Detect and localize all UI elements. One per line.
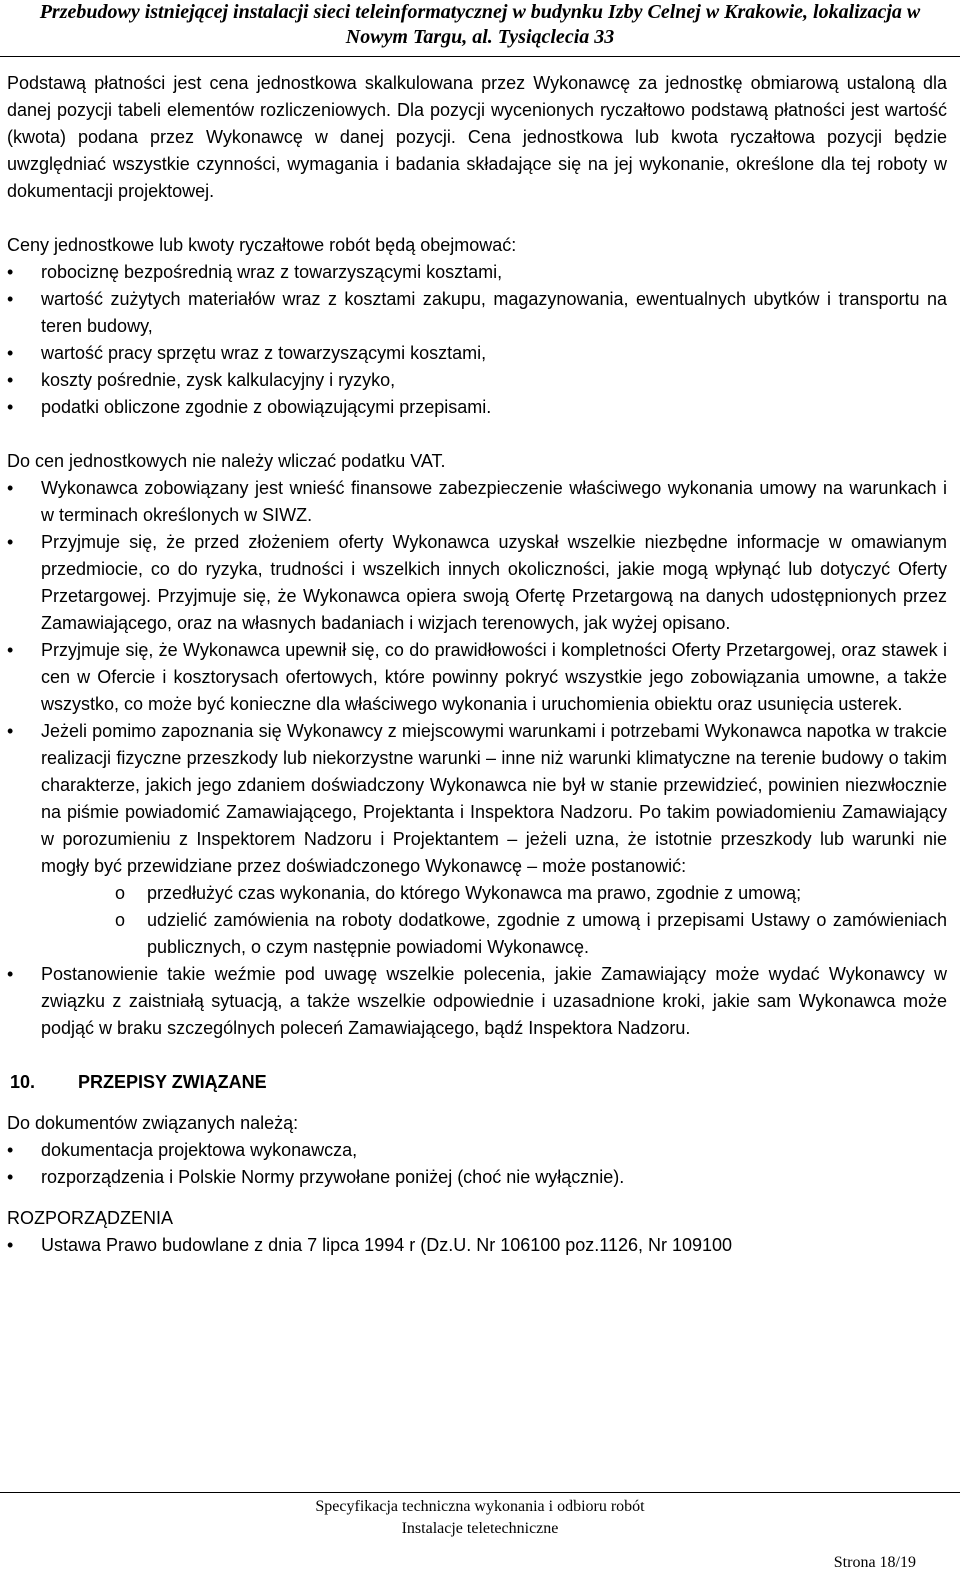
condition-obstacles — [7, 718, 947, 880]
list-item: • robociznę bezpośrednią wraz z towarzyszącymi kosztami, — [7, 259, 947, 286]
condition-security-deposit: • Wykonawca zobowiązany jest wnieść finansowe zabezpieczenie właściwego wykonania umowy na warunkach i w terminach określonych w SIWZ. — [7, 475, 947, 529]
condition-obstacles-text: Jeżeli pomimo zapoznania się Wykonawcy z miejscowymi warunkami i potrzebami Wykonawca napotka w trakcie realizacji fizyczne przeszkody lub niekorzystne warunki – inne niż warunki klimatyczne na terenie budowy o takim charakterze, jakich jego zdaniem doświadczony Wykonawca nie był w stanie przewidzieć, powinien niezwłocznie na piśmie powiadomić Zamawiającego, Projektanta i Inspektora Nadzoru. Po takim powiadomieniu Zamawiający w porozumieniu z Inspektorem Nadzoru i Projektantem – jeżeli uzna, że istotnie przeszkody lub warunki nie mogły być przewidziane przez doświadczonego Wykonawcę – może postanowić: — [41, 721, 947, 876]
unit-price-components-list — [7, 259, 947, 421]
related-docs-list — [7, 1137, 947, 1191]
regulations-heading: ROZPORZĄDZENIA — [7, 1208, 174, 1228]
related-docs-intro: Do dokumentów związanych należą: — [7, 1113, 299, 1133]
document-body — [7, 70, 947, 1259]
list-item: • rozporządzenia i Polskie Normy przywołane poniżej (choć nie wyłącznie). — [7, 1164, 947, 1191]
list-item: • podatki obliczone zgodnie z obowiązującymi przepisami. — [7, 394, 947, 421]
page-header — [0, 0, 960, 50]
footer-subtitle: Instalacje teletechniczne — [401, 1520, 559, 1537]
unit-price-intro: Ceny jednostkowe lub kwoty ryczałtowe robót będą obejmować: — [7, 235, 517, 255]
section-title: PRZEPISY ZWIĄZANE — [78, 1072, 267, 1092]
condition-decision: • Postanowienie takie weźmie pod uwagę wszelkie polecenia, jakie Zamawiający może wydać Wykonawcy w związku z zaistniałą sytuacją, a także wszelkie odpowiednie i uzasadnione kroki, jakie sam Wykonawca może podjąć w braku szczególnych poleceń Zamawiającego, bądź Inspektora Nadzoru. — [7, 961, 947, 1042]
list-item: • Ustawa Prawo budowlane z dnia 7 lipca 1994 r (Dz.U. Nr 106100 poz.1126, Nr 109100 — [7, 1232, 947, 1259]
obstacle-options-list — [7, 880, 947, 961]
list-item: • koszty pośrednie, zysk kalkulacyjny i ryzyko, — [7, 367, 947, 394]
regulations-list — [7, 1232, 947, 1259]
section-number: 10. — [10, 1072, 36, 1092]
conditions-list — [7, 475, 947, 880]
list-item: • wartość zużytych materiałów wraz z kosztami zakupu, magazynowania, ewentualnych ubytków i transportu na teren budowy, — [7, 286, 947, 340]
condition-information: • Przyjmuje się, że przed złożeniem oferty Wykonawca uzyskał wszelkie niezbędne informacje w omawianym przedmiocie, co do ryzyka, trudności i wszelkich innych okoliczności, jakie mogą wpłynąć lub dotyczyć Oferty Przetargowej. Przyjmuje się, że Wykonawca opiera swoją Ofertę Przetargową na danych udostępnionych przez Zamawiającego, oraz na własnych badaniach i wizjach terenowych, jak wyżej opisano. — [7, 529, 947, 637]
header-title-line1: Przebudowy istniejącej instalacji sieci teleinformatycznej w budynku Izby Celnej w Krakowie, lokalizacja w — [39, 1, 921, 23]
list-item: • wartość pracy sprzętu wraz z towarzyszącymi kosztami, — [7, 340, 947, 367]
sub-list-item: o udzielić zamówienia na roboty dodatkowe, zgodnie z umową i przepisami Ustawy o zamówieniach publicznych, o czym następnie powiadomi Wykonawcę. — [7, 907, 947, 961]
header-divider — [0, 56, 960, 57]
condition-completeness: • Przyjmuje się, że Wykonawca upewnił się, co do prawidłowości i kompletności Oferty Przetargowej, oraz stawek i cen w Ofercie i kosztorysach ofertowych, które powinny pokryć wszystkie jego zobowiązania umowne, a także wszystko, co może być konieczne dla właściwego wykonania i uruchomienia obiektu oraz usunięcia usterek. — [7, 637, 947, 718]
sub-list-item: o przedłużyć czas wykonania, do którego Wykonawca ma prawo, zgodnie z umową; — [7, 880, 947, 907]
page-number: Strona 18/19 — [833, 1554, 916, 1571]
list-item: • dokumentacja projektowa wykonawcza, — [7, 1137, 947, 1164]
header-title-line2: Nowym Targu, al. Tysiąclecia 33 — [345, 26, 615, 48]
footer-divider — [0, 1492, 960, 1493]
payment-basis-paragraph: Podstawą płatności jest cena jednostkowa skalkulowana przez Wykonawcę za jednostkę obmiarową ustaloną dla danej pozycji tabeli elementów rozliczeniowych. Dla pozycji wycenionych ryczałtowo podstawą płatności jest wartość (kwota) podana przez Wykonawcę w danej pozycji. Cena jednostkowa lub kwota ryczałtowa pozycji będzie uwzględniać wszystkie czynności, wymagania i badania składające się na jej wykonanie, określone dla tej roboty w dokumentacji projektowej. — [7, 73, 947, 201]
footer-title: Specyfikacja techniczna wykonania i odbioru robót — [315, 1498, 645, 1515]
vat-note: Do cen jednostkowych nie należy wliczać podatku VAT. — [7, 451, 446, 471]
section-heading — [7, 1069, 947, 1096]
conditions-list-continued — [7, 961, 947, 1042]
page-footer — [0, 1496, 960, 1540]
